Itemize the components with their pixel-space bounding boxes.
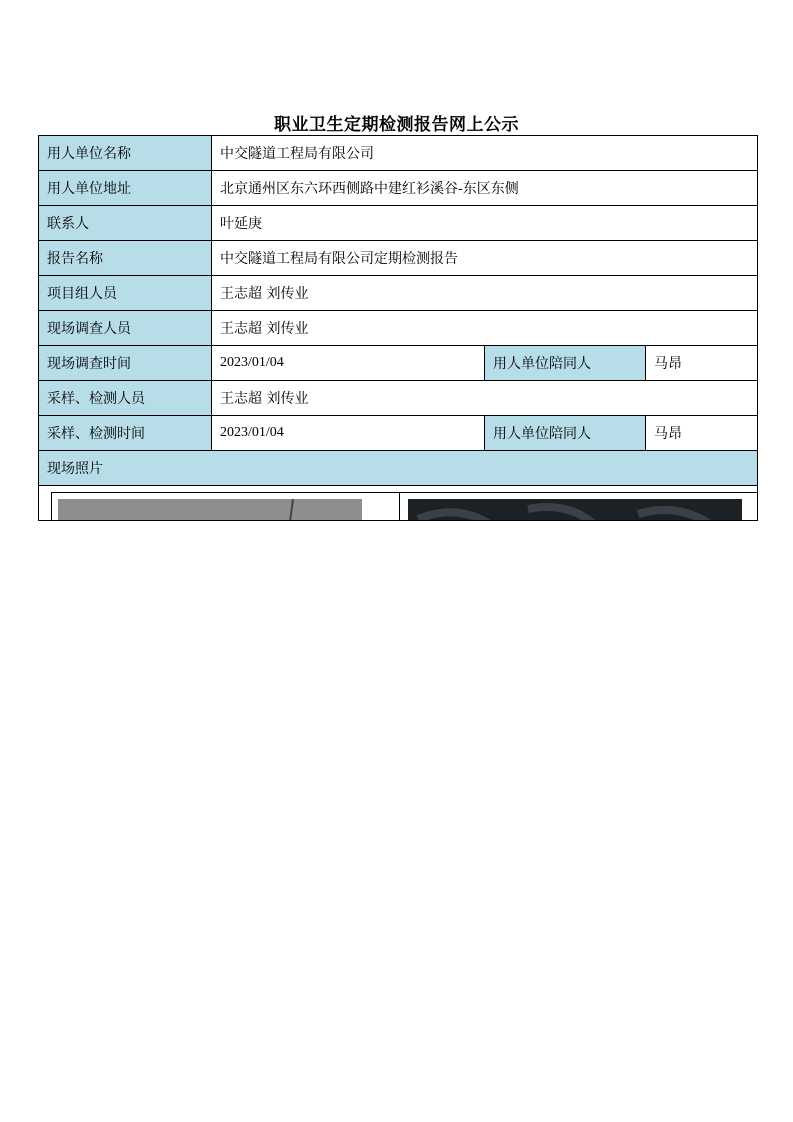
table-row: [39, 311, 758, 346]
value-survey-time: 2023/01/04: [212, 346, 485, 381]
photo-left-container: [52, 493, 400, 655]
table-row: [39, 206, 758, 241]
label-contact: 联系人: [39, 206, 212, 241]
table-row: [39, 416, 758, 451]
table-row: [39, 451, 758, 486]
label-survey-staff: 现场调查人员: [39, 311, 212, 346]
table-row: [39, 276, 758, 311]
value-project-team: 王志超 刘传业: [212, 276, 758, 311]
label-sampling-staff: 采样、检测人员: [39, 381, 212, 416]
label-sampling-escort: 用人单位陪同人: [485, 416, 646, 451]
site-photo-worker-measuring: VIP: [58, 499, 362, 521]
table-row: [39, 381, 758, 416]
photo-right-container: [400, 493, 758, 748]
label-site-photos: 现场照片: [39, 451, 758, 486]
photos-row: [39, 486, 758, 521]
value-contact: 叶延庚: [212, 206, 758, 241]
value-sampling-staff: 王志超 刘传业: [212, 381, 758, 416]
table-row: [39, 241, 758, 276]
label-employer-name: 用人单位名称: [39, 136, 212, 171]
label-sampling-time: 采样、检测时间: [39, 416, 212, 451]
label-survey-escort: 用人单位陪同人: [485, 346, 646, 381]
label-project-team: 项目组人员: [39, 276, 212, 311]
value-employer-name: 中交隧道工程局有限公司: [212, 136, 758, 171]
value-sampling-time: 2023/01/04: [212, 416, 485, 451]
label-report-name: 报告名称: [39, 241, 212, 276]
value-survey-staff: 王志超 刘传业: [212, 311, 758, 346]
label-employer-address: 用人单位地址: [39, 171, 212, 206]
label-survey-time: 现场调查时间: [39, 346, 212, 381]
site-photo-two-workers: BJS 北京首都公路发展集团有限公司 XYLFCHI: [408, 499, 742, 521]
value-report-name: 中交隧道工程局有限公司定期检测报告: [212, 241, 758, 276]
table-row: [39, 136, 758, 171]
table-row: [39, 346, 758, 381]
report-table: [38, 135, 758, 748]
value-sampling-escort: 马昂: [646, 416, 758, 451]
value-employer-address: 北京通州区东六环西侧路中建红衫溪谷-东区东侧: [212, 171, 758, 206]
value-survey-escort: 马昂: [646, 346, 758, 381]
table-row: [39, 171, 758, 206]
photos-cell: [39, 486, 758, 748]
page-title: 职业卫生定期检测报告网上公示: [274, 115, 519, 135]
